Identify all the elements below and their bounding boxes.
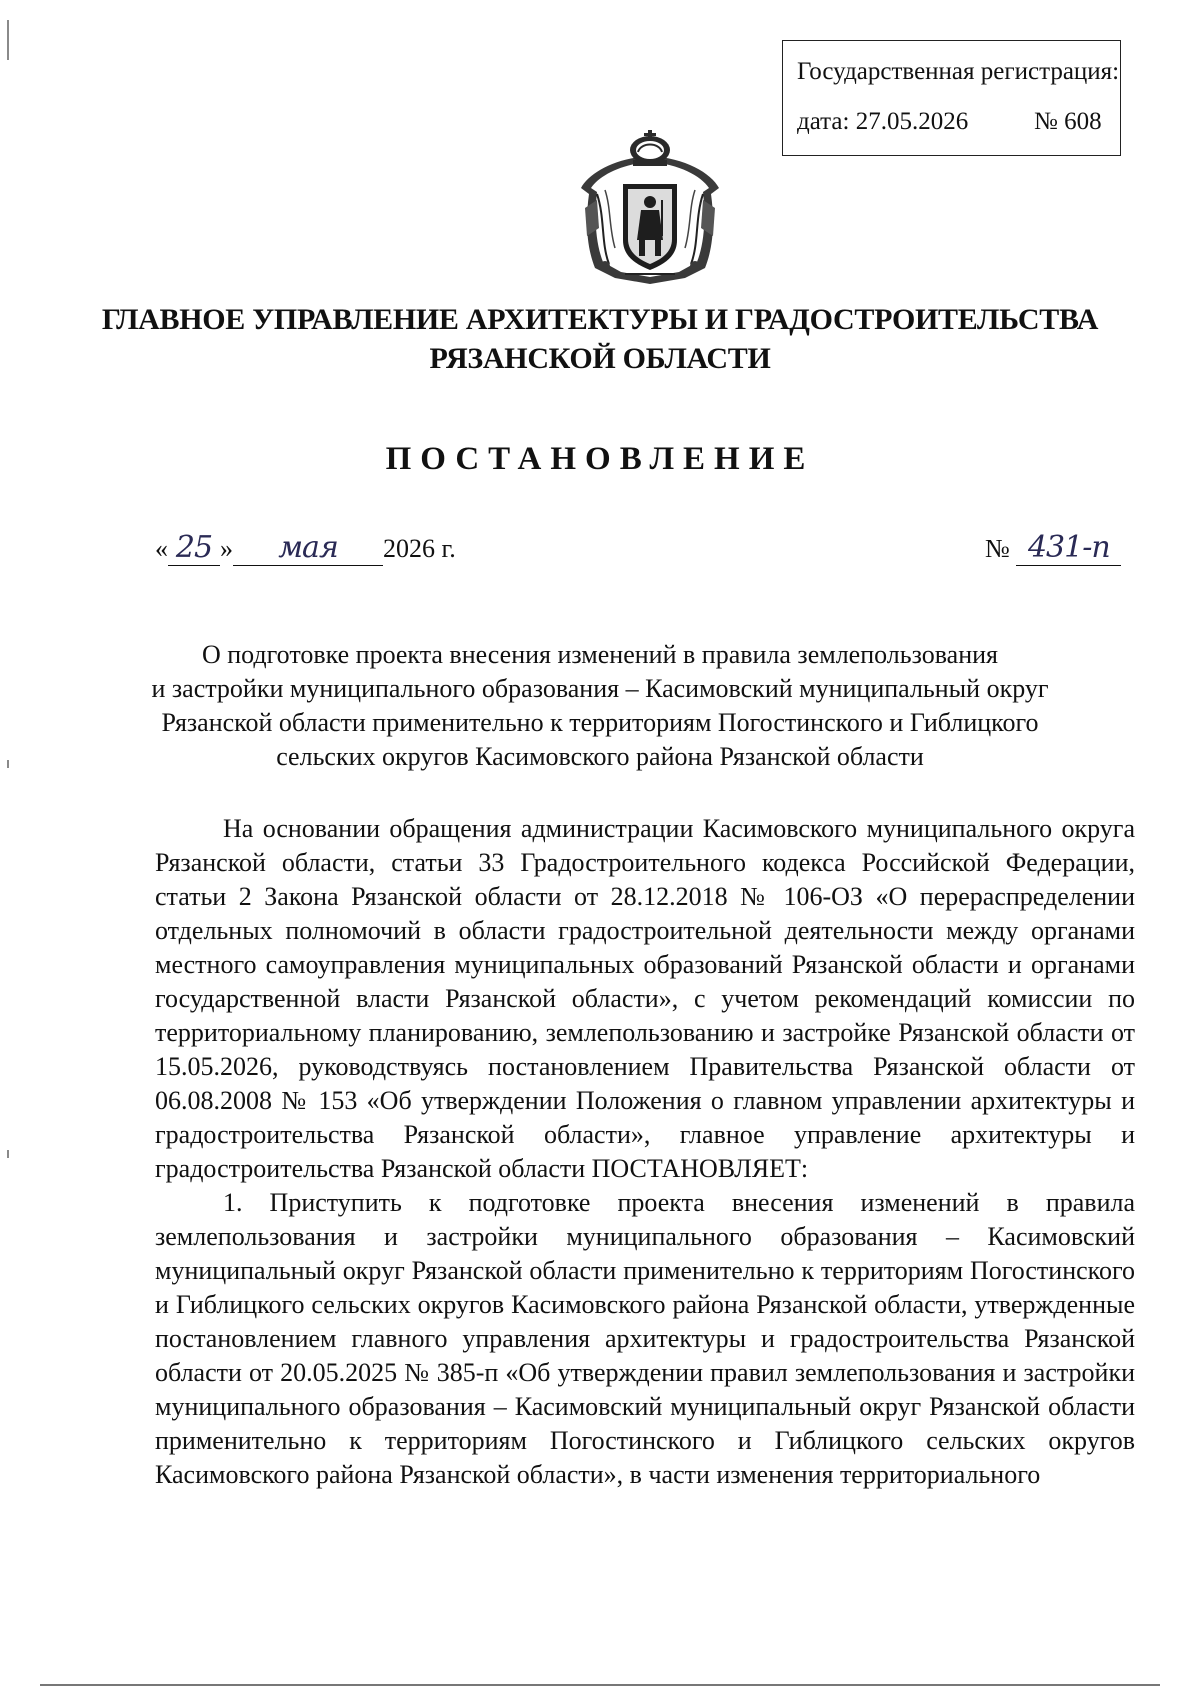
scan-bottom-line (40, 1684, 1160, 1686)
registration-stamp (782, 40, 1121, 156)
registration-stamp-date-row (797, 108, 1102, 135)
document-number-prefix: № (985, 534, 1010, 563)
ryazan-coat-of-arms-icon (575, 128, 725, 286)
subject-line: Рязанской области применительно к территориям Погостинского и Гиблицкого (161, 708, 1039, 737)
document-type-heading: ПОСТАНОВЛЕНИЕ (385, 441, 815, 477)
date-month-handwritten: мая (233, 530, 383, 566)
date-day-handwritten: 25 (168, 530, 220, 566)
registration-stamp-date: дата: 27.05.2026 (797, 108, 969, 135)
registration-stamp-title: Государственная регистрация: (797, 58, 1120, 85)
date-open-quote: « (155, 534, 168, 563)
date-year: 2026 г. (383, 534, 456, 563)
body-paragraph-item-1: 1. Приступить к подготовке проекта внесения изменений в правила землепользования и застройки муниципального образования – Касимовский муниципальный округ Рязанской области применительно к территориям Погостинского и Гиблицкого сельских округов Касимовского района Рязанской области, утвержденные постановлением главного управления архитектуры и градостроительства Рязанской области от 20.05.2025 № 385-п «Об утверждении правил землепользования и застройки муниципального образования – Касимовский муниципальный округ Рязанской области применительно к территориям Погостинского и Гиблицкого сельских округов Касимовского района Рязанской области», в части изменения территориального (155, 1188, 1135, 1489)
document-number-handwritten: 431-п (1016, 530, 1121, 566)
document-number (985, 530, 1121, 566)
registration-stamp-number: № 608 (1034, 108, 1102, 135)
scan-edge-mark (7, 1150, 9, 1158)
subject-line: О подготовке проекта внесения изменений в правила землепользования (201, 640, 998, 669)
organization-name (100, 300, 1100, 378)
document-date (155, 530, 456, 566)
document-subject (120, 638, 1080, 774)
scan-edge-mark (7, 20, 9, 60)
organization-name-line1: ГЛАВНОЕ УПРАВЛЕНИЕ АРХИТЕКТУРЫ И ГРАДОСТРОИТЕЛЬСТВА (101, 303, 1099, 336)
organization-name-line2: РЯЗАНСКОЙ ОБЛАСТИ (429, 342, 771, 375)
document-body (155, 812, 1135, 1492)
subject-line: и застройки муниципального образования – Касимовский муниципальный округ (151, 674, 1049, 703)
subject-line: сельских округов Касимовского района Рязанской области (276, 742, 924, 771)
date-close-quote: » (220, 534, 233, 563)
scan-edge-mark (7, 760, 9, 768)
body-paragraph-preamble: На основании обращения администрации Касимовского муниципального округа Рязанской области, статьи 33 Градостроительного кодекса Российской Федерации, статьи 2 Закона Рязанской области от 28.12.2018 № 106-ОЗ «О перераспределении отдельных полномочий в области градостроительной деятельности между органами местного самоуправления муниципальных образований Рязанской области и органами государственной власти Рязанской области», с учетом рекомендаций комиссии по территориальному планированию, землепользованию и застройке Рязанской области от 15.05.2026, руководствуясь постановлением Правительства Рязанской области от 06.08.2008 № 153 «Об утверждении Положения о главном управлении архитектуры и градостроительства Рязанской области», главное управление архитектуры и градостроительства Рязанской области ПОСТАНОВЛЯЕТ: (155, 814, 1135, 1183)
